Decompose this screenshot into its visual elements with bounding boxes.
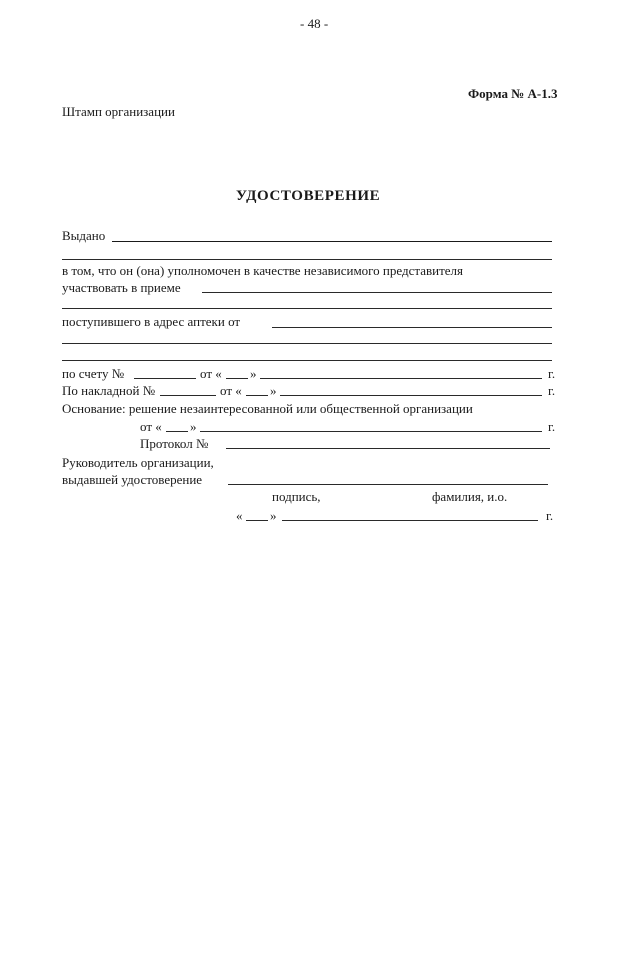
final-date-close: » <box>270 508 277 523</box>
waybill-date-close: » <box>270 383 277 398</box>
issued-to-field-continued[interactable] <box>62 259 552 260</box>
authorized-text: в том, что он (она) уполномочен в качестве независимого представителя <box>62 263 463 278</box>
document-title: УДОСТОВЕРЕНИЕ <box>236 188 381 204</box>
final-month-year-field[interactable] <box>282 520 538 521</box>
invoice-label: по счету № <box>62 366 125 381</box>
sender-field[interactable] <box>272 327 552 328</box>
waybill-year-suffix: г. <box>548 383 556 398</box>
protocol-label: Протокол № <box>140 436 209 451</box>
head-label: Руководитель организации, <box>62 455 214 470</box>
basis-text: Основание: решение незаинтересованной или общественной организации <box>62 401 473 416</box>
issuer-label: выдавшей удостоверение <box>62 472 203 487</box>
invoice-number-field[interactable] <box>134 378 196 379</box>
participate-label: участвовать в приеме <box>62 280 181 295</box>
basis-year-suffix: г. <box>548 419 556 434</box>
page-number: - 48 - <box>300 16 329 31</box>
invoice-date-close: » <box>250 366 257 381</box>
final-date-open: « <box>236 508 243 523</box>
basis-date-close: » <box>190 419 197 434</box>
waybill-date-open: от « <box>220 383 242 398</box>
basis-date-open: от « <box>140 419 162 434</box>
stamp-label: Штамп организации <box>62 104 175 119</box>
final-year-suffix: г. <box>546 508 554 523</box>
waybill-day-field[interactable] <box>246 395 268 396</box>
basis-day-field[interactable] <box>166 431 188 432</box>
form-number: Форма № А-1.3 <box>468 86 558 101</box>
waybill-label: По накладной № <box>62 383 156 398</box>
waybill-month-year-field[interactable] <box>280 395 542 396</box>
name-caption: фамилия, и.о. <box>432 489 508 504</box>
participate-field[interactable] <box>202 292 552 293</box>
sender-field-line-3[interactable] <box>62 360 552 361</box>
sender-field-line-2[interactable] <box>62 343 552 344</box>
issued-label: Выдано <box>62 228 106 243</box>
participate-field-continued[interactable] <box>62 308 552 309</box>
invoice-month-year-field[interactable] <box>260 378 542 379</box>
invoice-date-open: от « <box>200 366 222 381</box>
final-day-field[interactable] <box>246 520 268 521</box>
arrived-label: поступившего в адрес аптеки от <box>62 314 241 329</box>
invoice-day-field[interactable] <box>226 378 248 379</box>
waybill-number-field[interactable] <box>160 395 216 396</box>
signature-caption: подпись, <box>272 489 321 504</box>
basis-month-year-field[interactable] <box>200 431 542 432</box>
invoice-year-suffix: г. <box>548 366 556 381</box>
protocol-number-field[interactable] <box>226 448 550 449</box>
issued-to-field[interactable] <box>112 241 552 242</box>
head-signature-field[interactable] <box>228 484 548 485</box>
